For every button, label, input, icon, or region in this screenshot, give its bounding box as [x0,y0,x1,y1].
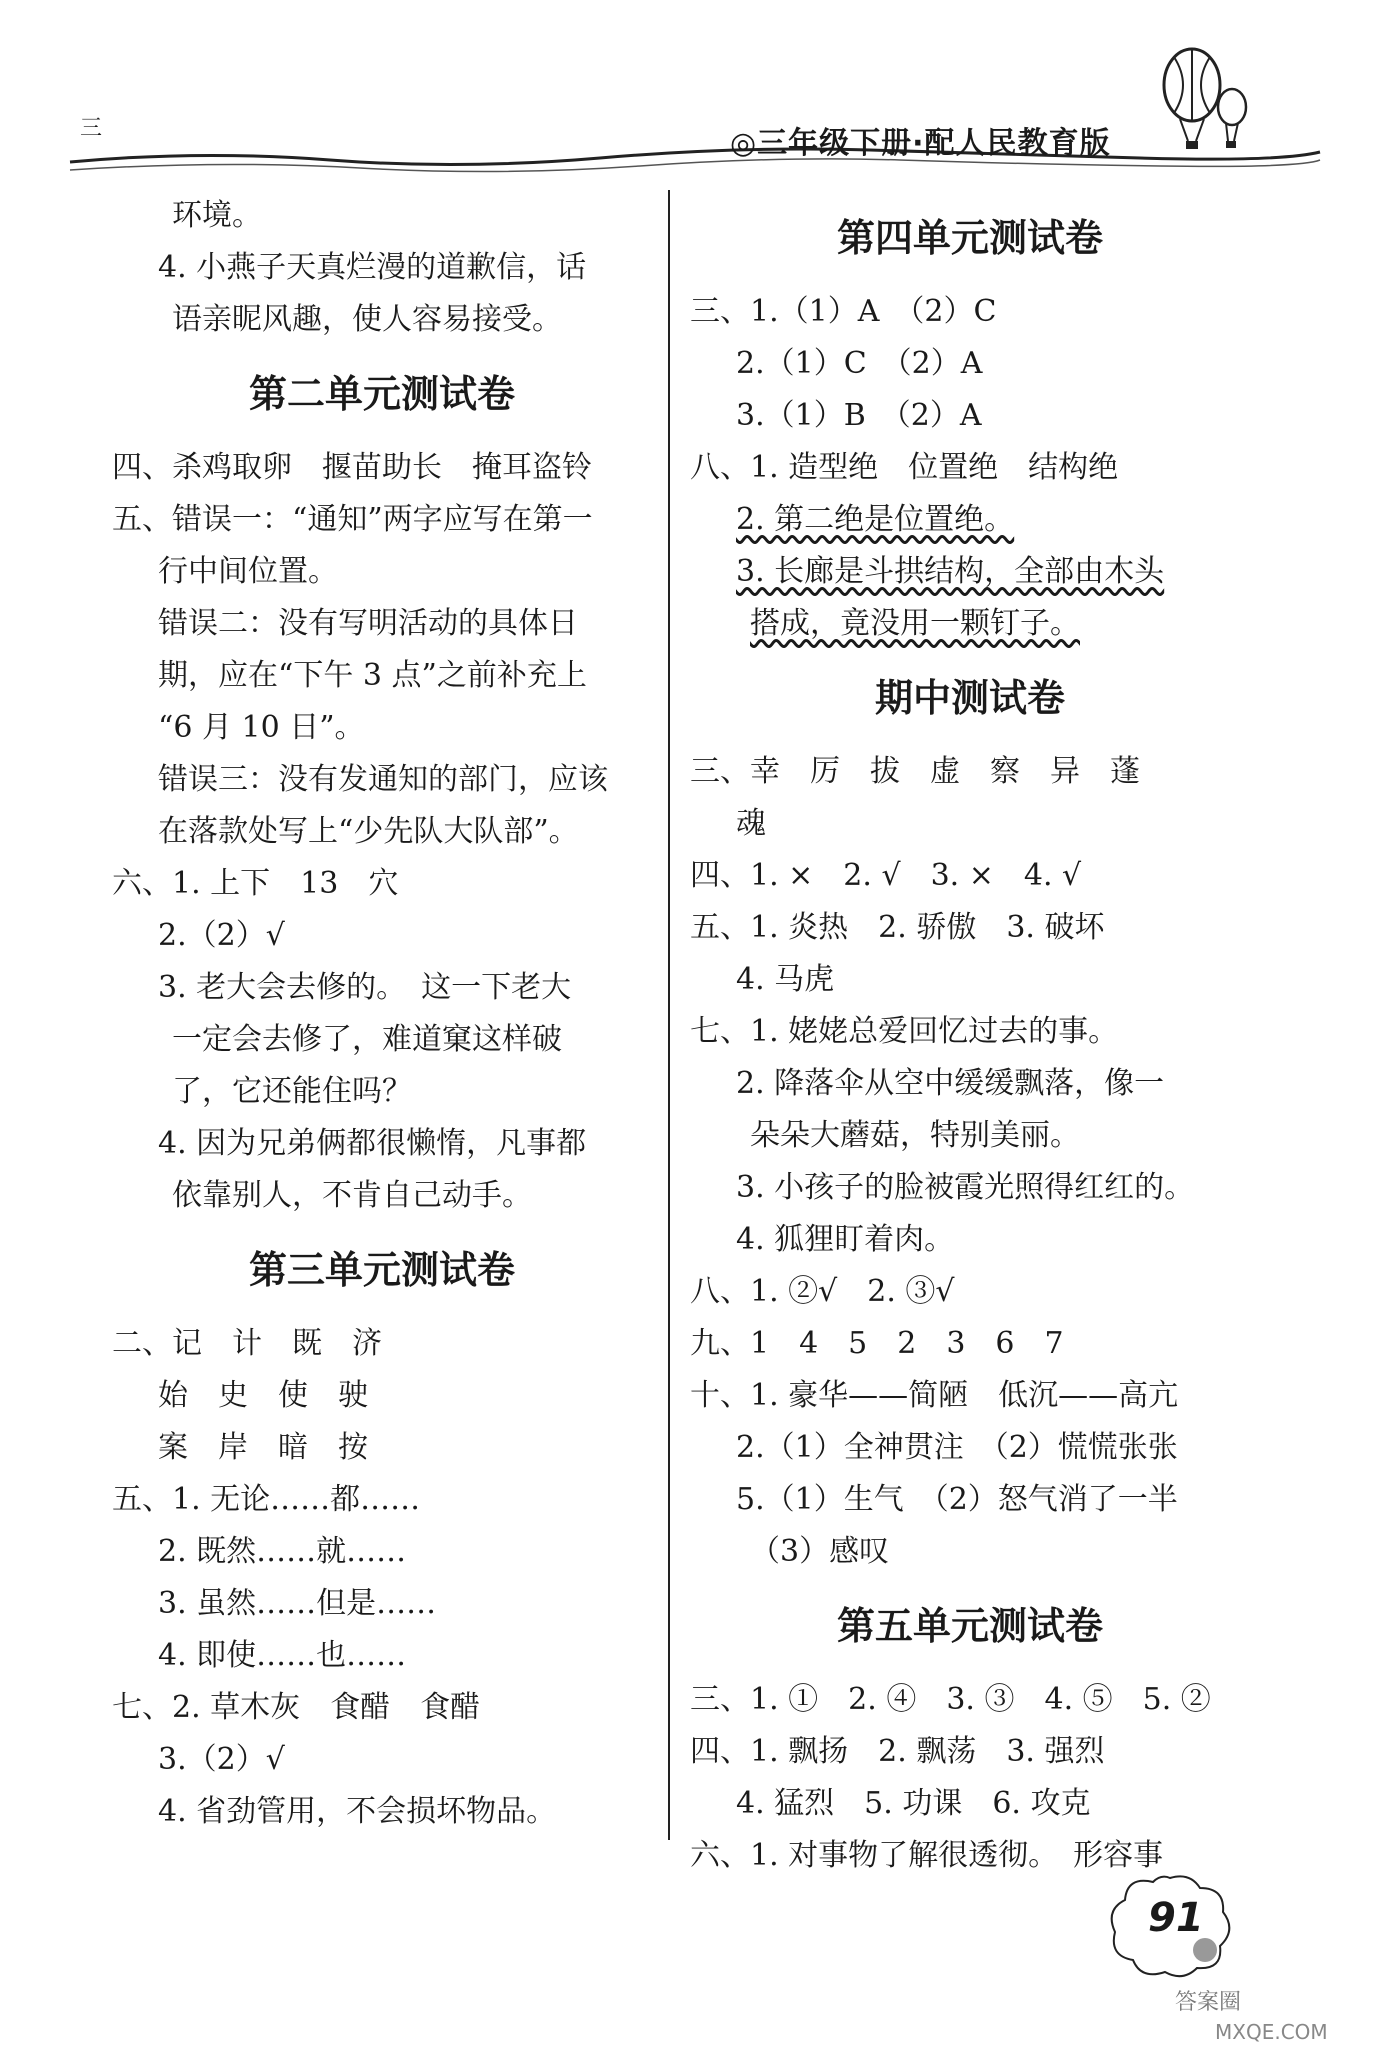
answer-line: 3. 小孩子的脸被霞光照得红红的。 [736,1170,1195,1205]
answer-line: 魂 [736,806,766,841]
watermark-logo: 答案圈 [1175,1990,1242,2015]
answer-line: 七、1. 姥姥总爱回忆过去的事。 [690,1014,1119,1049]
answer-line: 三、幸 厉 拔 虚 察 异 蓬 [690,754,1140,789]
answer-line: （3）感叹 [750,1534,890,1569]
answer-line: 在落款处写上“少先队大队部”。 [158,814,579,849]
right-column [690,190,1250,1882]
answer-line: 五、1. 无论……都…… [112,1482,421,1517]
answer-line: 4. 因为兄弟俩都很懒惰，凡事都 [158,1126,587,1161]
answer-line: 五、1. 炎热 2. 骄傲 3. 破坏 [690,910,1105,945]
answer-line: 依靠别人，不肯自己动手。 [172,1178,532,1213]
answer-line: 六、1. 上下 13 穴 [112,866,399,901]
answer-line: 3.（2）√ [158,1742,285,1777]
answer-line: 十、1. 豪华——简陋 低沉——高亢 [690,1378,1179,1413]
answer-line: 错误二：没有写明活动的具体日 [158,606,578,641]
answer-line: 案 岸 暗 按 [158,1430,368,1465]
answer-line: 六、1. 对事物了解很透彻。 形容事 [690,1838,1164,1873]
answer-line: 行中间位置。 [158,554,338,589]
answer-line: 5.（1）生气 （2）怒气消了一半 [736,1482,1178,1517]
answer-line: 四、杀鸡取卵 揠苗助长 掩耳盗铃 [112,450,592,485]
answer-line: 4. 小燕子天真烂漫的道歉信，话 [158,250,587,285]
answer-line: 八、1. ②√ 2. ③√ [690,1274,955,1309]
column-divider [668,190,670,1840]
answer-line: 期，应在“下午 3 点”之前补充上 [158,658,587,693]
section-heading: 第四单元测试卷 [836,216,1103,260]
watermark-url: MXQE.COM [1215,2020,1328,2044]
answer-line: 八、1. 造型绝 位置绝 结构绝 [690,450,1119,485]
answer-line: 四、1. × 2. √ 3. × 4. √ [690,858,1082,893]
answer-line: 朵朵大蘑菇，特别美丽。 [750,1118,1080,1153]
answer-line: 3. 长廊是斗拱结构，全部由木头 [736,554,1165,589]
answer-line: “6 月 10 日”。 [158,710,365,745]
answer-line: 2. 降落伞从空中缓缓飘落，像一 [736,1066,1165,1101]
answer-line: 4. 狐狸盯着肉。 [736,1222,955,1257]
answer-line: 2. 既然……就…… [158,1534,407,1569]
section-heading: 第三单元测试卷 [248,1248,515,1292]
page-number: 91 [1148,1895,1204,1941]
left-column [112,190,652,1838]
answer-line: 五、错误一：“通知”两字应写在第一 [112,502,593,537]
balloon-icon [1160,45,1250,175]
answer-line: 二、记 计 既 济 [112,1326,382,1361]
section-heading: 第五单元测试卷 [836,1604,1103,1648]
answer-line: 2.（2）√ [158,918,285,953]
answer-line: 4. 即使……也…… [158,1638,407,1673]
answer-line: 4. 马虎 [736,962,835,997]
answer-line: 九、1 4 5 2 3 6 7 [690,1326,1064,1361]
answer-line: 2. 第二绝是位置绝。 [736,502,1015,537]
section-heading: 期中测试卷 [874,676,1065,720]
answer-line: 3. 老大会去修的。 这一下老大 [158,970,572,1005]
answer-line: 错误三：没有发通知的部门，应该 [158,762,608,797]
answer-line: 七、2. 草木灰 食醋 食醋 [112,1690,481,1725]
answer-line: 搭成，竟没用一颗钉子。 [750,606,1080,641]
answer-line: 4. 省劲管用，不会损坏物品。 [158,1794,557,1829]
answer-line: 4. 猛烈 5. 功课 6. 攻克 [736,1786,1091,1821]
answer-line: 三、1.（1）A （2）C [690,294,997,329]
answer-line: 了，它还能住吗？ [172,1074,412,1109]
answer-line: 三、1. ① 2. ④ 3. ③ 4. ⑤ 5. ② [690,1682,1211,1717]
answer-line: 3. 虽然……但是…… [158,1586,437,1621]
answer-line: 语亲昵风趣，使人容易接受。 [172,302,562,337]
header-title: ◎三年级下册·配人民教育版 [730,126,1111,161]
header-mark: 三 [80,116,103,141]
answer-line: 四、1. 飘扬 2. 飘荡 3. 强烈 [690,1734,1105,1769]
answer-line: 一定会去修了，难道窠这样破 [172,1022,562,1057]
answer-line: 2.（1）全神贯注 （2）慌慌张张 [736,1430,1178,1465]
answer-line: 3.（1）B （2）A [736,398,982,433]
answer-line: 始 史 使 驶 [158,1378,368,1413]
answer-line: 环境。 [172,198,262,233]
section-heading: 第二单元测试卷 [248,372,515,416]
answer-line: 2.（1）C （2）A [736,346,983,381]
